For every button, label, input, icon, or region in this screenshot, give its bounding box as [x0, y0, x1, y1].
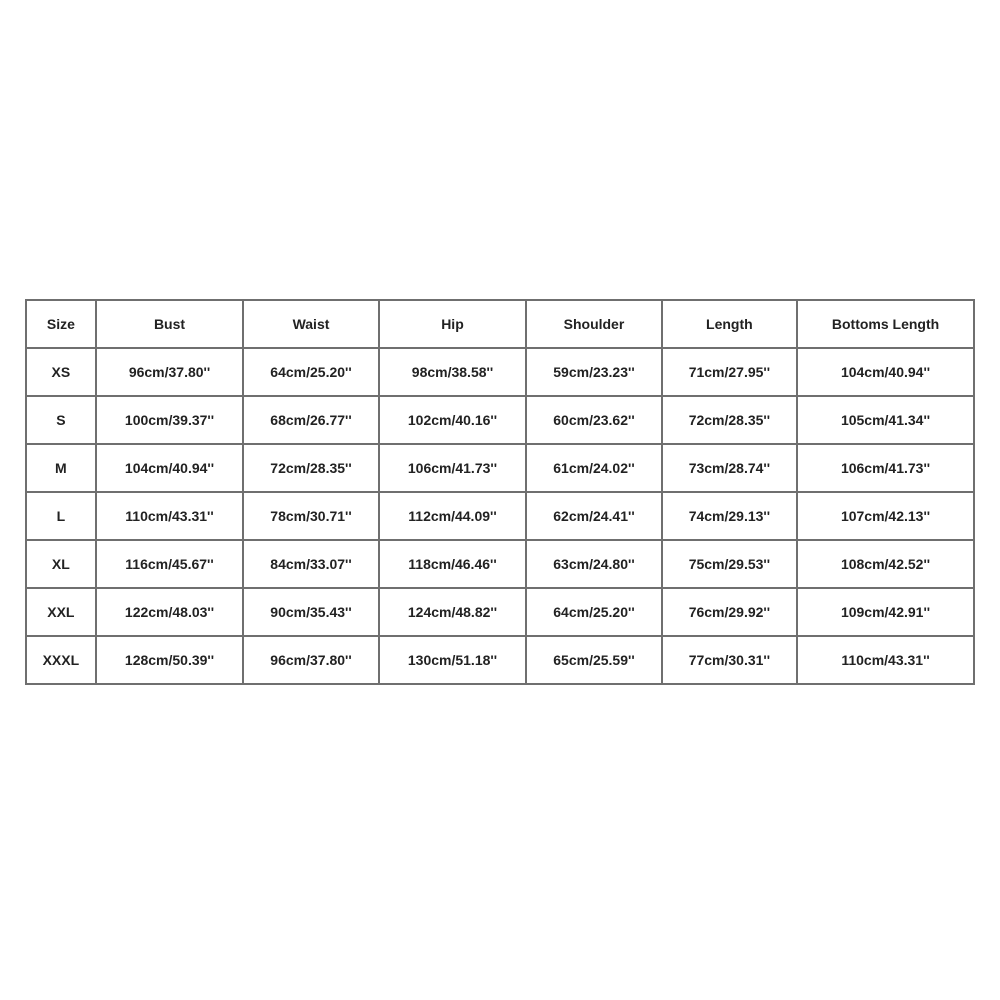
cell-shoulder: 59cm/23.23'' [526, 348, 661, 396]
size-chart-table [25, 299, 975, 685]
cell-hip: 112cm/44.09'' [379, 492, 527, 540]
cell-shoulder: 65cm/25.59'' [526, 636, 661, 684]
header-shoulder: Shoulder [526, 300, 661, 348]
cell-bottoms-length: 110cm/43.31'' [797, 636, 974, 684]
cell-waist: 90cm/35.43'' [243, 588, 378, 636]
cell-bust: 116cm/45.67'' [96, 540, 244, 588]
cell-bottoms-length: 104cm/40.94'' [797, 348, 974, 396]
cell-waist: 72cm/28.35'' [243, 444, 378, 492]
header-bottoms-length: Bottoms Length [797, 300, 974, 348]
cell-size: L [26, 492, 96, 540]
cell-waist: 68cm/26.77'' [243, 396, 378, 444]
cell-bottoms-length: 105cm/41.34'' [797, 396, 974, 444]
table-row [26, 588, 974, 636]
cell-waist: 96cm/37.80'' [243, 636, 378, 684]
cell-size: XL [26, 540, 96, 588]
table-row [26, 540, 974, 588]
cell-bust: 110cm/43.31'' [96, 492, 244, 540]
header-hip: Hip [379, 300, 527, 348]
cell-length: 72cm/28.35'' [662, 396, 797, 444]
cell-length: 74cm/29.13'' [662, 492, 797, 540]
cell-hip: 102cm/40.16'' [379, 396, 527, 444]
cell-length: 77cm/30.31'' [662, 636, 797, 684]
cell-bust: 128cm/50.39'' [96, 636, 244, 684]
cell-hip: 124cm/48.82'' [379, 588, 527, 636]
cell-shoulder: 63cm/24.80'' [526, 540, 661, 588]
table-row [26, 636, 974, 684]
header-length: Length [662, 300, 797, 348]
header-row [26, 300, 974, 348]
header-waist: Waist [243, 300, 378, 348]
cell-size: XS [26, 348, 96, 396]
header-size: Size [26, 300, 96, 348]
cell-shoulder: 62cm/24.41'' [526, 492, 661, 540]
cell-bust: 104cm/40.94'' [96, 444, 244, 492]
table-row [26, 348, 974, 396]
cell-bottoms-length: 106cm/41.73'' [797, 444, 974, 492]
cell-bottoms-length: 109cm/42.91'' [797, 588, 974, 636]
cell-length: 71cm/27.95'' [662, 348, 797, 396]
cell-shoulder: 64cm/25.20'' [526, 588, 661, 636]
cell-hip: 98cm/38.58'' [379, 348, 527, 396]
table-row [26, 444, 974, 492]
cell-bust: 96cm/37.80'' [96, 348, 244, 396]
cell-hip: 118cm/46.46'' [379, 540, 527, 588]
cell-bust: 122cm/48.03'' [96, 588, 244, 636]
table-row [26, 492, 974, 540]
cell-length: 75cm/29.53'' [662, 540, 797, 588]
cell-waist: 84cm/33.07'' [243, 540, 378, 588]
cell-length: 73cm/28.74'' [662, 444, 797, 492]
cell-size: S [26, 396, 96, 444]
cell-bottoms-length: 107cm/42.13'' [797, 492, 974, 540]
cell-waist: 78cm/30.71'' [243, 492, 378, 540]
cell-shoulder: 61cm/24.02'' [526, 444, 661, 492]
cell-shoulder: 60cm/23.62'' [526, 396, 661, 444]
cell-size: XXL [26, 588, 96, 636]
cell-size: M [26, 444, 96, 492]
cell-bust: 100cm/39.37'' [96, 396, 244, 444]
header-bust: Bust [96, 300, 244, 348]
cell-hip: 130cm/51.18'' [379, 636, 527, 684]
cell-waist: 64cm/25.20'' [243, 348, 378, 396]
cell-length: 76cm/29.92'' [662, 588, 797, 636]
table-row [26, 396, 974, 444]
cell-bottoms-length: 108cm/42.52'' [797, 540, 974, 588]
cell-hip: 106cm/41.73'' [379, 444, 527, 492]
cell-size: XXXL [26, 636, 96, 684]
